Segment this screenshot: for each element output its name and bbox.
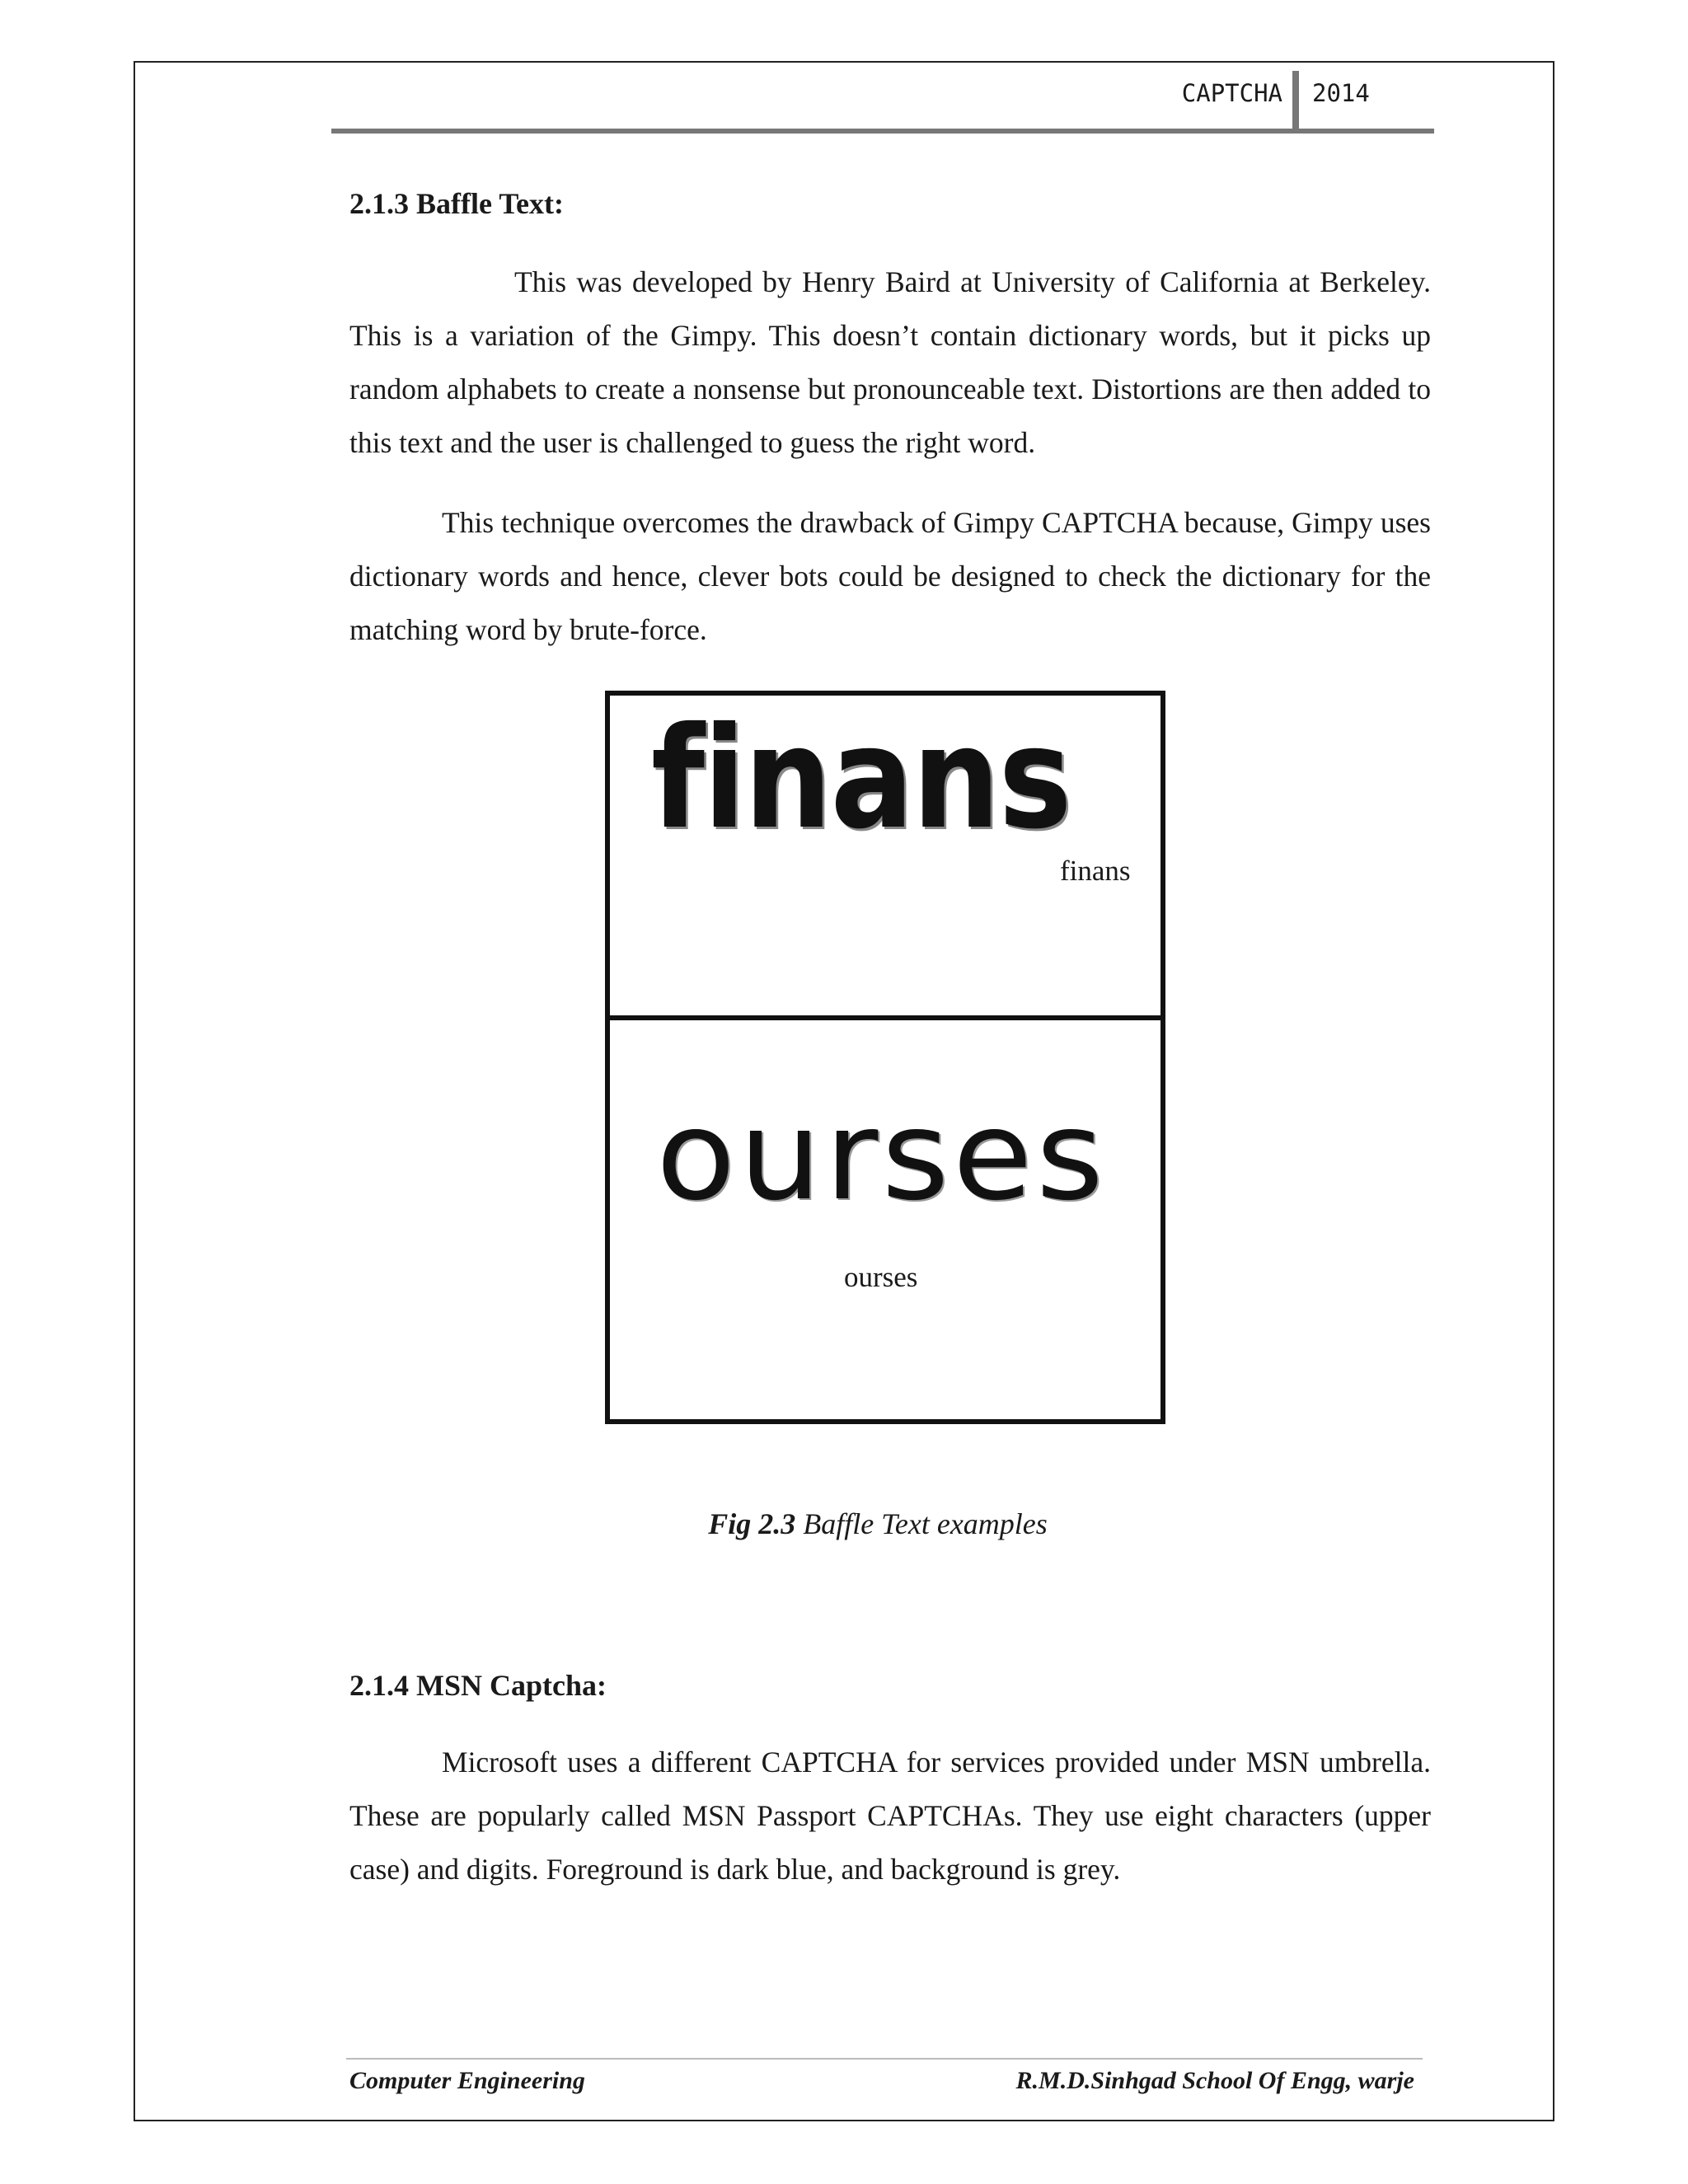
section-heading-msn-captcha: 2.1.4 MSN Captcha: [349, 1669, 607, 1702]
footer-department: Computer Engineering [349, 2067, 585, 2094]
figure-label-finans: finans [1060, 855, 1131, 887]
header-divider [1292, 71, 1299, 132]
paragraph-baffle-intro: This was developed by Henry Baird at University of California at Berkeley. This is a variation of the Gimpy. This doesn’t contain dictionary words, but it picks up random alphabets to create a nonsense but pronounceable text. Distortions are then added to this text and the user is challenged to guess the right word. [349, 265, 1431, 459]
header-rule [331, 129, 1434, 134]
footer-rule [346, 2058, 1423, 2060]
figure-caption [0, 1507, 1688, 1541]
paragraph-msn-captcha: Microsoft uses a different CAPTCHA for services provided under MSN umbrella. These are popularly called MSN Passport CAPTCHAs. They use eight characters (upper case) and digits. Foreground is dark blue, and background is grey. [349, 1746, 1431, 1886]
figure-caption-number: Fig 2.3 [708, 1507, 796, 1540]
header-year: 2014 [1312, 79, 1370, 107]
header-title: CAPTCHA [1181, 79, 1282, 107]
figure-caption-text: Baffle Text examples [803, 1507, 1048, 1540]
paragraph-baffle-technique: This technique overcomes the drawback of Gimpy CAPTCHA because, Gimpy uses dictionary words and hence, clever bots could be designed to check the dictionary for the matching word by brute-force. [349, 506, 1431, 646]
captcha-image-ourses: ourses [656, 1085, 1108, 1228]
figure-divider [605, 1015, 1165, 1020]
figure-label-ourses: ourses [844, 1261, 918, 1293]
section-heading-baffle-text: 2.1.3 Baffle Text: [349, 187, 564, 220]
footer-institution: R.M.D.Sinhgad School Of Engg, warje [1015, 2067, 1414, 2094]
captcha-image-finans: finans [651, 697, 1071, 860]
